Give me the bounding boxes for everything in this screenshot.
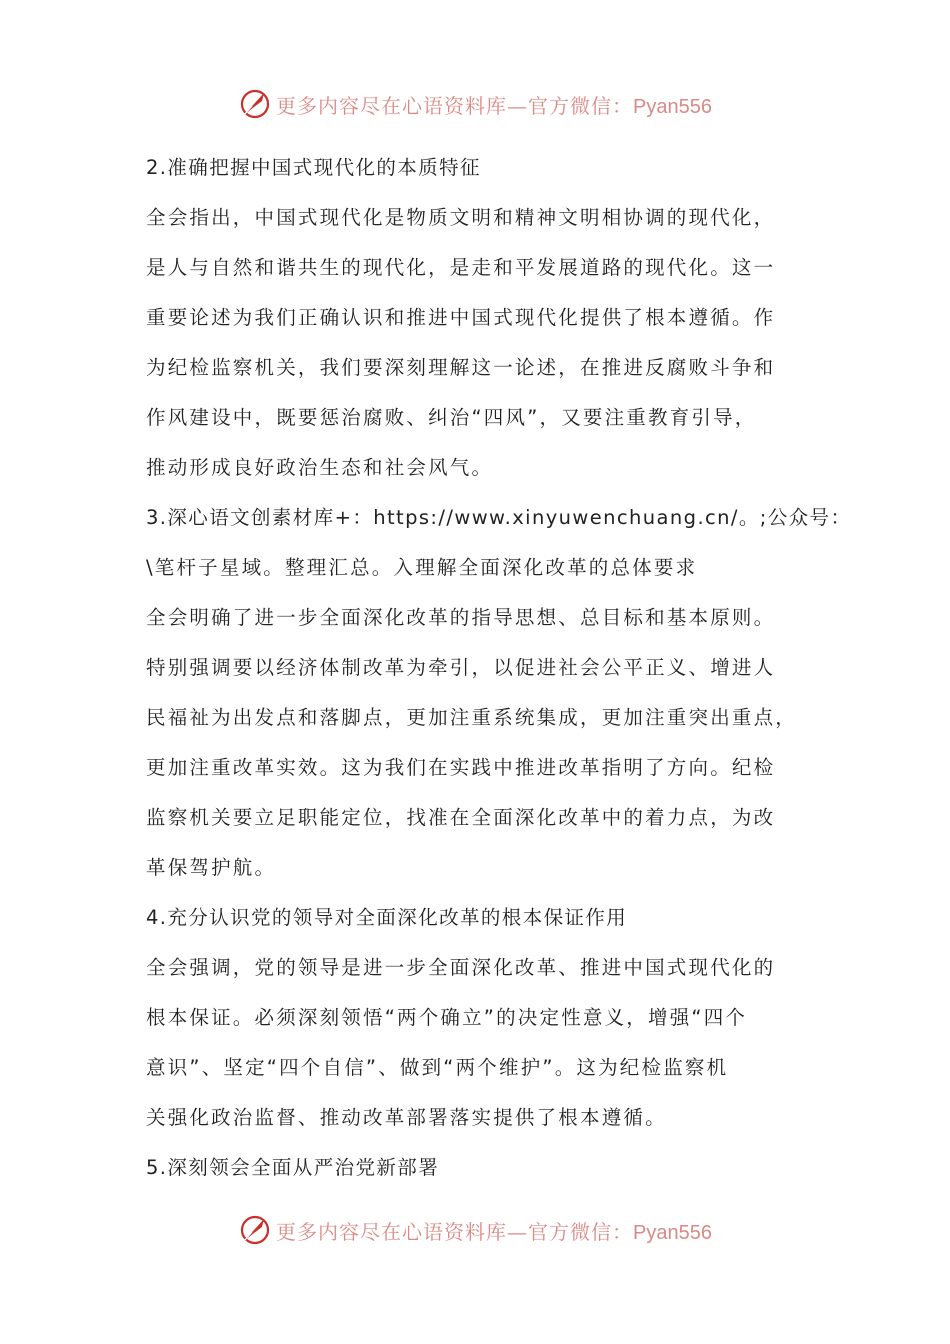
text-line: 全会指出，中国式现代化是物质文明和精神文明相协调的现代化， (146, 206, 776, 229)
text-line: 监察机关要立足职能定位，找准在全面深化改革中的着力点，为改 (146, 806, 776, 829)
banner-official: 官方微信： (528, 93, 634, 118)
banner-official: 官方微信： (528, 1219, 634, 1244)
banner-dash: — (507, 93, 529, 118)
text-line: 全会明确了进一步全面深化改革的指导思想、总目标和基本原则。 (146, 606, 776, 629)
text-line: 作风建设中，既要惩治腐败、纠治“四风”，又要注重教育引导， (146, 406, 757, 429)
quill-pen-logo-icon (238, 1213, 272, 1247)
text-line: 民福祉为出发点和落脚点，更加注重系统集成，更加注重突出重点， (146, 706, 798, 729)
footer-banner (0, 1210, 950, 1250)
section-heading-5: 5.深刻领会全面从严治党新部署 (146, 1156, 440, 1179)
text-line: 全会强调，党的领导是进一步全面深化改革、推进中国式现代化的 (146, 956, 776, 979)
text-line: 意识”、坚定“四个自信”、做到“两个维护”。这为纪检监察机 (146, 1056, 729, 1079)
banner-main: 更多内容尽在心语资料库 (276, 93, 508, 118)
banner-dash: — (507, 1219, 529, 1244)
header-banner (0, 84, 950, 124)
text-line: 根本保证。必须深刻领悟“两个确立”的决定性意义，增强“四个 (146, 1006, 748, 1029)
text-line: \笔杆子星域。整理汇总。入理解全面深化改革的总体要求 (146, 556, 698, 579)
banner-text (276, 90, 712, 119)
section-heading-3: 3.深心语文创素材库+：https://www.xinyuwenchuang.cn/。;公众号： (146, 506, 852, 529)
banner-text (276, 1216, 712, 1245)
text-line: 关强化政治监督、推动改革部署落实提供了根本遵循。 (146, 1106, 667, 1129)
banner-wechat-id: Pyan556 (633, 1221, 712, 1244)
text-line: 推动形成良好政治生态和社会风气。 (146, 456, 494, 479)
quill-pen-logo-icon (238, 87, 272, 121)
text-line: 重要论述为我们正确认识和推进中国式现代化提供了根本遵循。作 (146, 306, 776, 329)
section-heading-2: 2.准确把握中国式现代化的本质特征 (146, 156, 481, 179)
text-line: 特别强调要以经济体制改革为牵引，以促进社会公平正义、增进人 (146, 656, 776, 679)
text-line: 更加注重改革实效。这为我们在实践中推进改革指明了方向。纪检 (146, 756, 776, 779)
banner-wechat-id: Pyan556 (633, 95, 712, 118)
banner-main: 更多内容尽在心语资料库 (276, 1219, 508, 1244)
text-line: 为纪检监察机关，我们要深刻理解这一论述，在推进反腐败斗争和 (146, 356, 776, 379)
text-line: 革保驾护航。 (146, 856, 277, 879)
section-heading-4: 4.充分认识党的领导对全面深化改革的根本保证作用 (146, 906, 628, 929)
text-line: 是人与自然和谐共生的现代化，是走和平发展道路的现代化。这一 (146, 256, 776, 279)
document-body (146, 150, 852, 1200)
